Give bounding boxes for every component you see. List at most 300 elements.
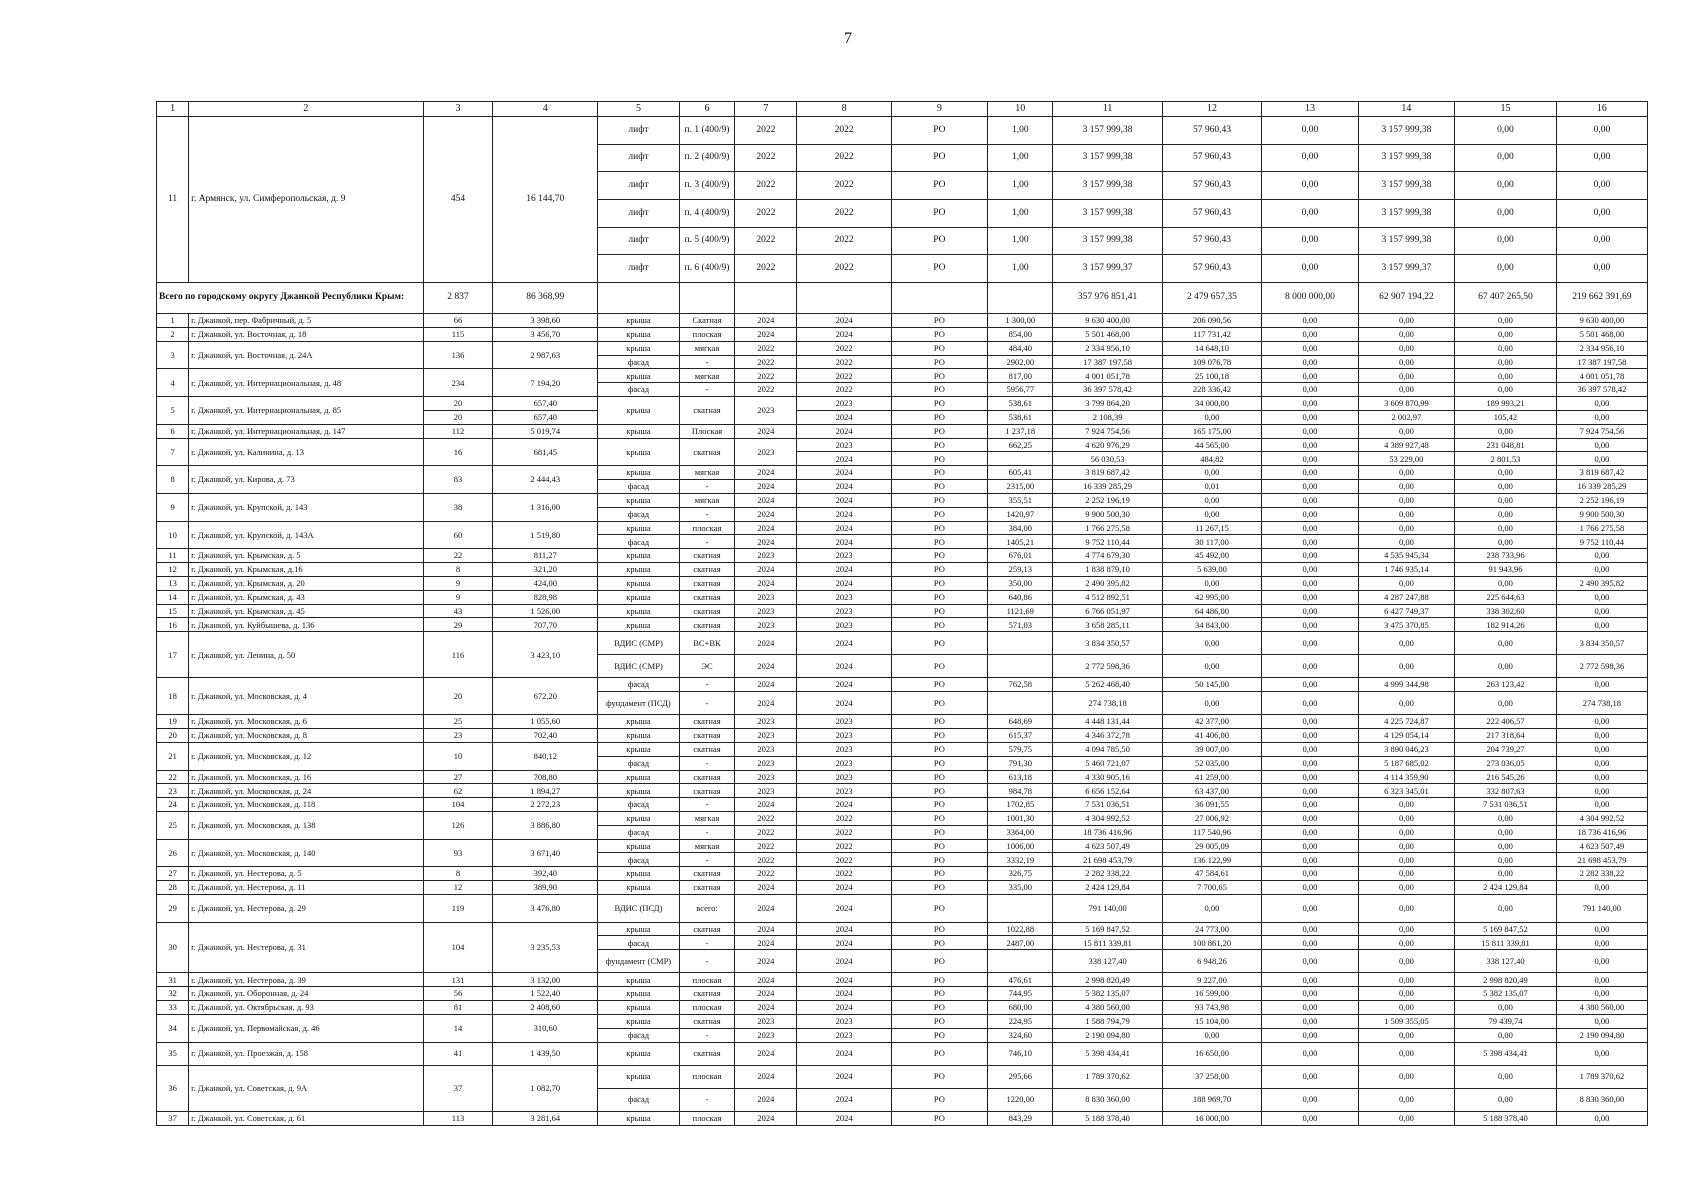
col-14: 0,00: [1358, 314, 1454, 328]
col-11-cost: 15 811 339,81: [1053, 936, 1162, 950]
col-13: 0,00: [1262, 172, 1358, 200]
col-6-type: плоская: [679, 1111, 735, 1125]
col-15: 0,00: [1455, 867, 1557, 881]
col-16: 274 738,18: [1556, 692, 1647, 715]
col-14: 4 535 945,34: [1358, 549, 1454, 563]
col-11-cost: 4 448 131,44: [1053, 715, 1162, 729]
address: г. Джанкой, ул. Московская, д. 24: [189, 784, 424, 798]
col-11-cost: 338 127,40: [1053, 950, 1162, 973]
col-15: 0,00: [1455, 839, 1557, 853]
col-9-source: РО: [891, 397, 987, 411]
col-11-cost: 2 772 598,36: [1053, 655, 1162, 678]
col-8-year: 2024: [797, 950, 891, 973]
total-col-14: 62 907 194,22: [1358, 283, 1454, 314]
col-4: 707,70: [493, 618, 598, 632]
col-10-volume: 640,86: [988, 590, 1053, 604]
col-13: 0,00: [1262, 535, 1358, 549]
col-11-cost: 4 094 785,50: [1053, 742, 1162, 756]
row-number: 27: [157, 867, 189, 881]
col-7-year: 2024: [735, 1001, 797, 1015]
col-9-source: РО: [891, 172, 987, 200]
row-number: 30: [157, 922, 189, 973]
col-16: 21 698 453,79: [1556, 853, 1647, 867]
col-14: 0,00: [1358, 936, 1454, 950]
col-7-year: 2023: [735, 1014, 797, 1028]
col-5-work-type: крыша: [598, 784, 679, 798]
col-4: 3 476,80: [493, 894, 598, 922]
col-7-year: 2024: [735, 881, 797, 895]
col-7-year: 2024: [735, 563, 797, 577]
col-8-year: 2024: [797, 973, 891, 987]
col-13: 0,00: [1262, 507, 1358, 521]
col-5-work-type: крыша: [598, 987, 679, 1001]
col-10-volume: 350,00: [988, 576, 1053, 590]
header-cell-10: 10: [988, 102, 1053, 117]
col-4: 5 019,74: [493, 424, 598, 438]
col-11-cost: 1 838 879,10: [1053, 563, 1162, 577]
col-9-source: РО: [891, 812, 987, 826]
col-4: 1 894,27: [493, 784, 598, 798]
address: г. Джанкой, ул. Нестерова, д. 31: [189, 922, 424, 973]
col-7-year: 2022: [735, 867, 797, 881]
col-14: 53 229,00: [1358, 452, 1454, 466]
col-13: 0,00: [1262, 563, 1358, 577]
col-15: 0,00: [1455, 632, 1557, 655]
col-16: 0,00: [1556, 604, 1647, 618]
col-11-cost: 7 531 036,51: [1053, 798, 1162, 812]
row-number: 36: [157, 1065, 189, 1111]
col-7-year: 2022: [735, 812, 797, 826]
col-10-volume: 1,00: [988, 172, 1053, 200]
col-13: 0,00: [1262, 798, 1358, 812]
col-7-year: 2023: [735, 590, 797, 604]
col-13: 0,00: [1262, 618, 1358, 632]
col-9-source: РО: [891, 480, 987, 494]
col-15: 0,00: [1455, 894, 1557, 922]
col-5-work-type: фасад: [598, 756, 679, 770]
col-15: 0,00: [1455, 692, 1557, 715]
col-7-year: 2023: [735, 618, 797, 632]
col-8-year: 2022: [797, 200, 891, 228]
col-5-work-type: крыша: [598, 327, 679, 341]
col-13: 0,00: [1262, 424, 1358, 438]
col-10-volume: 1,00: [988, 255, 1053, 283]
col-3: 62: [423, 784, 493, 798]
col-8-year: 2023: [797, 604, 891, 618]
col-7-year: 2023: [735, 397, 797, 425]
col-8-year: 2022: [797, 383, 891, 397]
col-16: 0,00: [1556, 255, 1647, 283]
col-9-source: РО: [891, 116, 987, 144]
col-8-year: 2022: [797, 341, 891, 355]
col-6-type: ЭС: [679, 655, 735, 678]
col-5-work-type: фасад: [598, 798, 679, 812]
col-8-year: 2022: [797, 369, 891, 383]
col-9-source: РО: [891, 853, 987, 867]
col-10-volume: 817,00: [988, 369, 1053, 383]
col-12: 0,00: [1162, 692, 1262, 715]
col-5-work-type: крыша: [598, 314, 679, 328]
col-11-cost: 4 620 976,29: [1053, 438, 1162, 452]
table-row: [157, 839, 1648, 853]
col-16: 36 397 578,42: [1556, 383, 1647, 397]
col-9-source: РО: [891, 692, 987, 715]
col-8-year: 2022: [797, 255, 891, 283]
col-14: 3 157 999,38: [1358, 227, 1454, 255]
col-13: 0,00: [1262, 355, 1358, 369]
col-12: 57 960,43: [1162, 116, 1262, 144]
col-15: 338 302,60: [1455, 604, 1557, 618]
col-11-cost: 4 330 905,16: [1053, 770, 1162, 784]
total-col-15: 67 407 265,50: [1455, 283, 1557, 314]
row-number: 25: [157, 812, 189, 840]
col-13: 0,00: [1262, 480, 1358, 494]
col-3: 10: [423, 742, 493, 770]
col-3: 234: [423, 369, 493, 397]
table-row: [157, 1065, 1648, 1088]
col-9-source: РО: [891, 867, 987, 881]
col-14: 0,00: [1358, 341, 1454, 355]
col-6-type: -: [679, 383, 735, 397]
col-4: 2 444,43: [493, 466, 598, 494]
col-6-type: мягкая: [679, 369, 735, 383]
col-4: 2 408,60: [493, 1001, 598, 1015]
col-5-work-type: крыша: [598, 369, 679, 383]
address: г. Джанкой, ул. Московская, д. 138: [189, 812, 424, 840]
col-12: 109 076,78: [1162, 355, 1262, 369]
row-number: 17: [157, 632, 189, 678]
col-10-volume: 2315,00: [988, 480, 1053, 494]
header-cell-16: 16: [1556, 102, 1647, 117]
col-7-year: 2024: [735, 521, 797, 535]
col-16: 0,00: [1556, 1042, 1647, 1065]
col-5-work-type: крыша: [598, 867, 679, 881]
col-3: 38: [423, 493, 493, 521]
total-col-16: 219 662 391,69: [1556, 283, 1647, 314]
col-6-type: скатная: [679, 549, 735, 563]
col-14: 0,00: [1358, 424, 1454, 438]
col-4: 3 235,53: [493, 922, 598, 973]
col-15: 0,00: [1455, 521, 1557, 535]
col-8-year: 2022: [797, 812, 891, 826]
col-10-volume: 984,78: [988, 784, 1053, 798]
col-12: 0,00: [1162, 1028, 1262, 1042]
col-9-source: РО: [891, 1111, 987, 1125]
table-row: [157, 715, 1648, 729]
header-cell-1: 1: [157, 102, 189, 117]
col-10-volume: 1001,30: [988, 812, 1053, 826]
col-15: 15 811 339,81: [1455, 936, 1557, 950]
col-7-year: 2022: [735, 825, 797, 839]
col-13: 0,00: [1262, 853, 1358, 867]
col-9-source: РО: [891, 950, 987, 973]
address: г. Джанкой, ул. Куйбышева, д. 136: [189, 618, 424, 632]
col-3: 9: [423, 576, 493, 590]
col-11-cost: 2 108,39: [1053, 410, 1162, 424]
col-16: 0,00: [1556, 618, 1647, 632]
col-7-year: 2022: [735, 144, 797, 172]
col-15: 204 739,27: [1455, 742, 1557, 756]
col-7-year: 2024: [735, 655, 797, 678]
col-16: 0,00: [1556, 452, 1647, 466]
col-13: 0,00: [1262, 576, 1358, 590]
col-11-cost: 4 774 679,30: [1053, 549, 1162, 563]
row-number: 33: [157, 1001, 189, 1015]
col-10-volume: 843,29: [988, 1111, 1053, 1125]
col-16: 4 001 051,78: [1556, 369, 1647, 383]
col-12: 117 540,96: [1162, 825, 1262, 839]
row-number: 10: [157, 521, 189, 549]
col-6-type: скатная: [679, 770, 735, 784]
address: г. Джанкой, ул. Крупской, д. 143: [189, 493, 424, 521]
col-15: 0,00: [1455, 825, 1557, 839]
col-16: 0,00: [1556, 397, 1647, 411]
header-cell-2: 2: [189, 102, 424, 117]
table-row: [157, 424, 1648, 438]
col-5-work-type: фасад: [598, 535, 679, 549]
col-11-cost: 2 252 196,19: [1053, 493, 1162, 507]
col-7-year: 2023: [735, 715, 797, 729]
row-number: 2: [157, 327, 189, 341]
col-10-volume: 1,00: [988, 227, 1053, 255]
col-14: 0,00: [1358, 1001, 1454, 1015]
col-10-volume: 1405,21: [988, 535, 1053, 549]
col-7-year: 2024: [735, 678, 797, 692]
col-8-year: 2024: [797, 1065, 891, 1088]
address: г. Джанкой, ул. Оборонная, д. 24: [189, 987, 424, 1001]
col-7-year: 2023: [735, 604, 797, 618]
col-6-type: -: [679, 535, 735, 549]
col-15: 7 531 036,51: [1455, 798, 1557, 812]
row-number: 11: [157, 116, 189, 282]
col-4: 3 886,80: [493, 812, 598, 840]
address: г. Джанкой, пер. Фабричный, д. 5: [189, 314, 424, 328]
col-5-work-type: крыша: [598, 1042, 679, 1065]
col-15: 0,00: [1455, 507, 1557, 521]
address: г. Джанкой, ул. Нестерова, д. 29: [189, 894, 424, 922]
table-row: [157, 576, 1648, 590]
col-10-volume: 1 237,18: [988, 424, 1053, 438]
col-3: 104: [423, 922, 493, 973]
col-9-source: РО: [891, 355, 987, 369]
col-8-year: 2023: [797, 618, 891, 632]
col-9-source: РО: [891, 1088, 987, 1111]
col-6-type: скатная: [679, 1014, 735, 1028]
address: г. Джанкой, ул. Московская, д. 8: [189, 729, 424, 743]
col-11-cost: 9 752 110,44: [1053, 535, 1162, 549]
col-15: 0,00: [1455, 255, 1557, 283]
col-9-source: РО: [891, 825, 987, 839]
col-10-volume: 3332,19: [988, 853, 1053, 867]
col-3: 12: [423, 881, 493, 895]
col-5-work-type: лифт: [598, 116, 679, 144]
col-15: 332 807,63: [1455, 784, 1557, 798]
col-8-year: 2024: [797, 521, 891, 535]
col-8-year: 2024: [797, 1111, 891, 1125]
col-10-volume: [988, 452, 1053, 466]
table-row: [157, 493, 1648, 507]
row-number: 31: [157, 973, 189, 987]
col-10-volume: 259,13: [988, 563, 1053, 577]
col-6-type: плоская: [679, 1065, 735, 1088]
col-6-type: -: [679, 1088, 735, 1111]
col-11-cost: 4 512 892,51: [1053, 590, 1162, 604]
row-number: 20: [157, 729, 189, 743]
col-7-year: 2024: [735, 950, 797, 973]
col-5-work-type: крыша: [598, 341, 679, 355]
col-16: 9 752 110,44: [1556, 535, 1647, 549]
col-6-type: скатная: [679, 563, 735, 577]
col-13: 0,00: [1262, 881, 1358, 895]
col-15: 0,00: [1455, 200, 1557, 228]
col-11-cost: 1 789 370,62: [1053, 1065, 1162, 1088]
col-16: 2 334 956,10: [1556, 341, 1647, 355]
col-9-source: РО: [891, 742, 987, 756]
table-row: [157, 466, 1648, 480]
col-6-type: -: [679, 936, 735, 950]
col-12: 57 960,43: [1162, 144, 1262, 172]
col-4: 389,90: [493, 881, 598, 895]
address: г. Джанкой, ул. Интернациональная, д. 48: [189, 369, 424, 397]
col-11-cost: 3 157 999,38: [1053, 172, 1162, 200]
col-8-year: 2024: [797, 1001, 891, 1015]
col-15: 0,00: [1455, 480, 1557, 494]
header-cell-14: 14: [1358, 102, 1454, 117]
col-16: 2 190 094,80: [1556, 1028, 1647, 1042]
col-3: 115: [423, 327, 493, 341]
col-13: 0,00: [1262, 756, 1358, 770]
col-6-type: скатная: [679, 729, 735, 743]
col-16: 0,00: [1556, 438, 1647, 452]
address: г. Джанкой, ул. Московская, д. 12: [189, 742, 424, 770]
col-8-year: 2024: [797, 563, 891, 577]
col-7-year: 2024: [735, 314, 797, 328]
col-14: 0,00: [1358, 950, 1454, 973]
col-5-work-type: фасад: [598, 678, 679, 692]
col-16: 0,00: [1556, 1014, 1647, 1028]
col-9-source: РО: [891, 678, 987, 692]
row-number: 19: [157, 715, 189, 729]
empty-cell: [797, 283, 891, 314]
col-12: 16 599,00: [1162, 987, 1262, 1001]
col-8-year: 2024: [797, 410, 891, 424]
col-10-volume: 1022,88: [988, 922, 1053, 936]
col-12: 206 090,56: [1162, 314, 1262, 328]
col-15: 238 733,96: [1455, 549, 1557, 563]
col-16: 0,00: [1556, 987, 1647, 1001]
address: г. Джанкой, ул. Крымская, д. 20: [189, 576, 424, 590]
col-8-year: 2024: [797, 452, 891, 466]
col-13: 0,00: [1262, 200, 1358, 228]
col-15: 2 998 820,49: [1455, 973, 1557, 987]
col-11-cost: 2 334 956,10: [1053, 341, 1162, 355]
col-15: 216 545,26: [1455, 770, 1557, 784]
col-12: 41 259,00: [1162, 770, 1262, 784]
header-cell-15: 15: [1455, 102, 1557, 117]
col-14: 0,00: [1358, 521, 1454, 535]
col-8-year: 2022: [797, 227, 891, 255]
col-14: 0,00: [1358, 466, 1454, 480]
col-7-year: 2023: [735, 729, 797, 743]
col-8-year: 2023: [797, 1014, 891, 1028]
col-16: 0,00: [1556, 410, 1647, 424]
col-11-cost: 4 380 560,00: [1053, 1001, 1162, 1015]
col-12: 57 960,43: [1162, 172, 1262, 200]
col-3: 9: [423, 590, 493, 604]
col-3: 37: [423, 1065, 493, 1111]
col-14: 0,00: [1358, 655, 1454, 678]
col-15: 0,00: [1455, 355, 1557, 369]
table-row: [157, 283, 1648, 314]
col-12: 44 565,00: [1162, 438, 1262, 452]
col-7-year: 2022: [735, 853, 797, 867]
col-13: 0,00: [1262, 255, 1358, 283]
col-15: 338 127,40: [1455, 950, 1557, 973]
address: г. Джанкой, ул. Интернациональная, д. 85: [189, 397, 424, 425]
address: г. Джанкой, ул. Советская, д. 61: [189, 1111, 424, 1125]
col-6-type: скатная: [679, 987, 735, 1001]
col-10-volume: 1121,69: [988, 604, 1053, 618]
col-7-year: 2024: [735, 894, 797, 922]
col-6-type: -: [679, 480, 735, 494]
col-4: 3 132,00: [493, 973, 598, 987]
col-9-source: РО: [891, 466, 987, 480]
col-4: 321,20: [493, 563, 598, 577]
address: г. Джанкой, ул. Нестерова, д. 39: [189, 973, 424, 987]
table-row: [157, 784, 1648, 798]
col-10-volume: 1006,00: [988, 839, 1053, 853]
col-5-work-type: крыша: [598, 973, 679, 987]
col-11-cost: 4 001 051,78: [1053, 369, 1162, 383]
col-14: 0,00: [1358, 1065, 1454, 1088]
col-3: 131: [423, 973, 493, 987]
table-row: [157, 563, 1648, 577]
col-13: 0,00: [1262, 341, 1358, 355]
col-10-volume: 676,01: [988, 549, 1053, 563]
district-total-label: Всего по городскому округу Джанкой Республики Крым:: [157, 283, 424, 314]
col-16: 0,00: [1556, 881, 1647, 895]
col-4: 840,12: [493, 742, 598, 770]
col-8-year: 2024: [797, 798, 891, 812]
col-15: 79 439,74: [1455, 1014, 1557, 1028]
col-14: 0,00: [1358, 480, 1454, 494]
col-9-source: РО: [891, 507, 987, 521]
col-8-year: 2024: [797, 466, 891, 480]
col-6-type: -: [679, 798, 735, 812]
col-10-volume: 5956,77: [988, 383, 1053, 397]
col-15: 0,00: [1455, 853, 1557, 867]
col-5-work-type: ВДИС (ПСД): [598, 894, 679, 922]
col-16: 0,00: [1556, 770, 1647, 784]
col-11-cost: 3 157 999,38: [1053, 144, 1162, 172]
row-number: 21: [157, 742, 189, 770]
col-6-type: -: [679, 950, 735, 973]
col-10-volume: 791,30: [988, 756, 1053, 770]
col-16: 2 772 598,36: [1556, 655, 1647, 678]
col-6-type: ВС+ВК: [679, 632, 735, 655]
col-9-source: РО: [891, 452, 987, 466]
col-6-type: скатная: [679, 867, 735, 881]
col-15: 5 398 434,41: [1455, 1042, 1557, 1065]
col-8-year: 2024: [797, 922, 891, 936]
col-13: 0,00: [1262, 922, 1358, 936]
col-7-year: 2024: [735, 1042, 797, 1065]
col-4: 708,80: [493, 770, 598, 784]
col-6-type: -: [679, 507, 735, 521]
col-14: 3 890 046,23: [1358, 742, 1454, 756]
col-14: 0,00: [1358, 825, 1454, 839]
col-8-year: 2024: [797, 692, 891, 715]
